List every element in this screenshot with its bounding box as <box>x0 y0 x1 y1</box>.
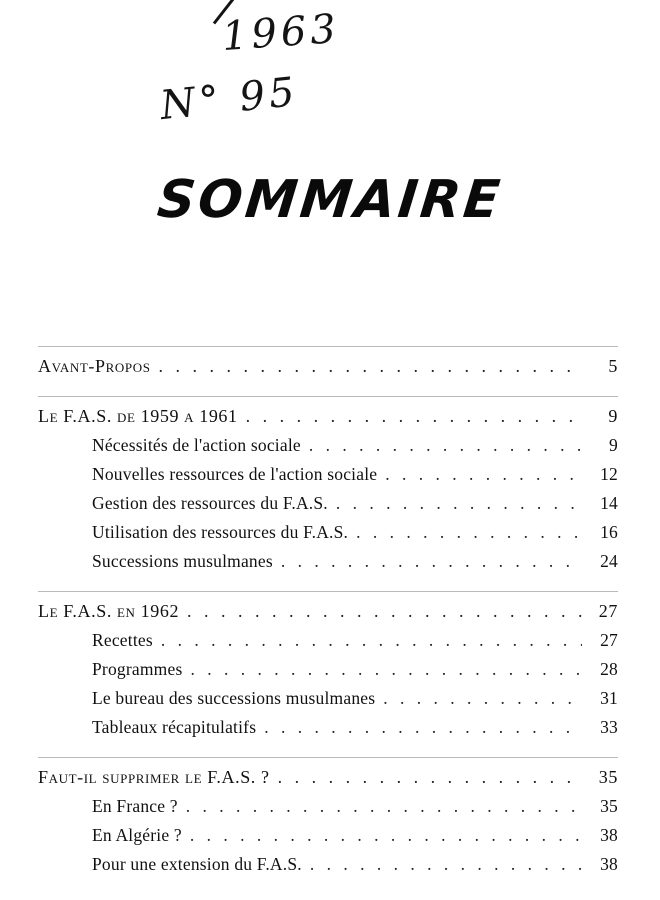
toc-entry-row <box>38 522 618 551</box>
section-divider <box>38 591 618 592</box>
toc-section <box>38 757 618 883</box>
toc-heading-row <box>38 406 618 435</box>
toc-heading-label: Avant-Propos <box>38 356 151 376</box>
toc-heading-label: Faut-il supprimer le F.A.S. ? <box>38 767 270 787</box>
page-title: SOMMAIRE <box>154 170 506 230</box>
dot-leader <box>385 464 582 485</box>
dot-leader <box>278 767 582 788</box>
toc-entry-label: Tableaux récapitulatifs <box>92 717 257 737</box>
page-number: 24 <box>600 551 618 571</box>
toc-heading-label: Le F.A.S. de 1959 a 1961 <box>38 406 238 426</box>
section-divider <box>38 346 618 347</box>
page-number: 38 <box>600 854 618 874</box>
dot-leader <box>161 630 582 651</box>
dot-leader <box>186 796 582 817</box>
section-divider <box>38 757 618 758</box>
toc-section <box>38 346 618 385</box>
toc-entry-row <box>38 796 618 825</box>
toc-entry-row <box>38 551 618 580</box>
dot-leader <box>190 659 582 680</box>
toc-entry-row <box>38 854 618 883</box>
toc-entry-label: Utilisation des ressources du F.A.S. <box>92 522 349 542</box>
dot-leader <box>190 825 582 846</box>
toc-entry-row <box>38 464 618 493</box>
toc-heading-label: Le F.A.S. en 1962 <box>38 601 180 621</box>
section-divider <box>38 396 618 397</box>
page-number: 28 <box>600 659 618 679</box>
page-number: 27 <box>598 601 618 621</box>
toc-entry-row <box>38 659 618 688</box>
dot-leader <box>336 493 582 514</box>
toc-section <box>38 396 618 580</box>
handwritten-issue-number: N° 95 <box>157 68 301 130</box>
toc-entry-label: En Algérie ? <box>92 825 182 845</box>
toc-entry-label: Nécessités de l'action sociale <box>92 435 301 455</box>
page-number: 16 <box>600 522 618 542</box>
toc-entry-row <box>38 717 618 746</box>
toc-entry-label: Nouvelles ressources de l'action sociale <box>92 464 378 484</box>
toc-entry-row <box>38 493 618 522</box>
dot-leader <box>309 435 582 456</box>
page-number: 35 <box>598 767 618 787</box>
toc-entry-label: En France ? <box>92 796 178 816</box>
page-number: 33 <box>600 717 618 737</box>
handwritten-year: 1963 <box>220 5 342 61</box>
toc-entry-label: Pour une extension du F.A.S. <box>92 854 302 874</box>
toc-section <box>38 591 618 746</box>
page-number: 27 <box>600 630 618 650</box>
toc-entry-row <box>38 688 618 717</box>
dot-leader <box>264 717 582 738</box>
toc-entry-label: Recettes <box>92 630 153 650</box>
page-number: 31 <box>600 688 618 708</box>
toc-heading-row <box>38 767 618 796</box>
table-of-contents <box>38 346 618 894</box>
dot-leader <box>310 854 582 875</box>
toc-entry-label: Gestion des ressources du F.A.S. <box>92 493 328 513</box>
page-number: 35 <box>600 796 618 816</box>
dot-leader <box>356 522 582 543</box>
page-number: 12 <box>600 464 618 484</box>
toc-heading-row <box>38 601 618 630</box>
page-number: 9 <box>609 435 618 455</box>
toc-entry-row <box>38 630 618 659</box>
dot-leader <box>187 601 582 622</box>
dot-leader <box>383 688 582 709</box>
dot-leader <box>246 406 582 427</box>
toc-entry-label: Le bureau des successions musulmanes <box>92 688 376 708</box>
toc-entry-row <box>38 435 618 464</box>
page-number: 9 <box>608 406 618 426</box>
page-number: 5 <box>608 356 618 376</box>
page-number: 14 <box>600 493 618 513</box>
page-number: 38 <box>600 825 618 845</box>
toc-entry-row <box>38 825 618 854</box>
toc-heading-row <box>38 356 618 385</box>
dot-leader <box>159 356 582 377</box>
toc-entry-label: Successions musulmanes <box>92 551 273 571</box>
toc-entry-label: Programmes <box>92 659 183 679</box>
dot-leader <box>281 551 582 572</box>
